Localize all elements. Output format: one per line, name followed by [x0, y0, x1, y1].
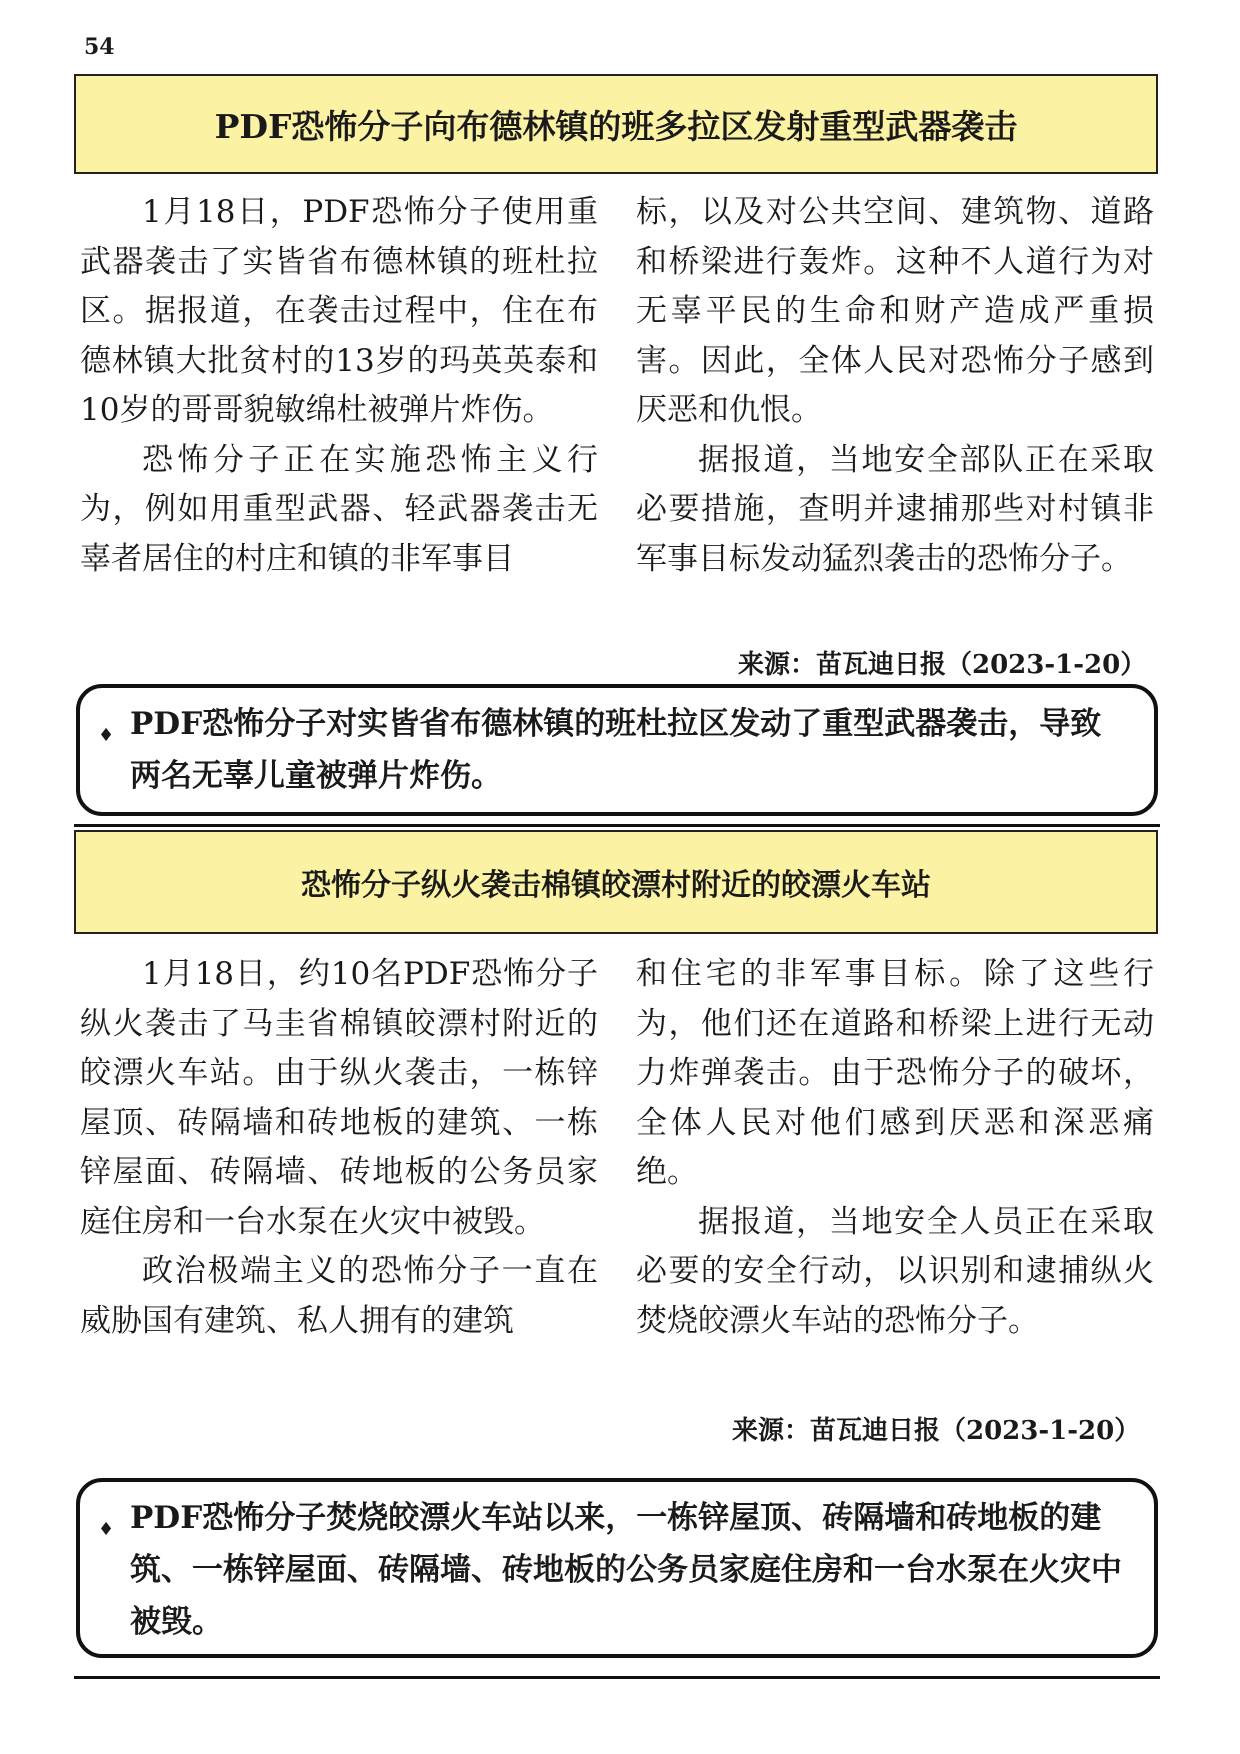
article-1-left-column	[80, 188, 598, 584]
article-2-source: 来源：苗瓦迪日报（2023-1-20）	[732, 1416, 1141, 1446]
page-number: 54	[84, 34, 115, 60]
article-2-paragraph-2-cont: 和住宅的非军事目标。除了这些行为，他们还在道路和桥梁上进行无动力炸弹袭击。由于恐怖分子的破坏，全体人民对他们感到厌恶和深恶痛绝。	[636, 956, 1154, 1190]
article-2-right-column	[636, 950, 1154, 1346]
article-1-paragraph-2: 恐怖分子正在实施恐怖主义行为，例如用重型武器、轻武器袭击无辜者居住的村庄和镇的非军事目	[80, 441, 598, 577]
divider-line	[74, 824, 1160, 827]
article-2-paragraph-3: 据报道，当地安全人员正在采取必要的安全行动，以识别和逮捕纵火焚烧皎漂火车站的恐怖分子。	[636, 1203, 1154, 1339]
article-1-summary-box	[76, 684, 1158, 816]
bullet-icon: ♦	[98, 725, 115, 746]
article-1-paragraph-2-cont: 标，以及对公共空间、建筑物、道路和桥梁进行轰炸。这种不人道行为对无辜平民的生命和财产造成严重损害。因此，全体人民对恐怖分子感到厌恶和仇恨。	[636, 194, 1154, 428]
article-2-title: 恐怖分子纵火袭击棉镇皎漂村附近的皎漂火车站	[74, 830, 1158, 934]
article-2-paragraph-1: 1月18日，约10名PDF恐怖分子纵火袭击了马圭省棉镇皎漂村附近的皎漂火车站。由于纵火袭击，一栋锌屋顶、砖隔墙和砖地板的建筑、一栋锌屋面、砖隔墙、砖地板的公务员家庭住房和一台水泵在火灾中被毁。	[80, 956, 598, 1240]
article-1-summary-text: PDF恐怖分子对实皆省布德林镇的班杜拉区发动了重型武器袭击，导致两名无辜儿童被弹片炸伤。	[130, 706, 1102, 794]
bottom-rule	[74, 1676, 1160, 1679]
article-1-right-column	[636, 188, 1154, 584]
article-1-title: PDF恐怖分子向布德林镇的班多拉区发射重型武器袭击	[74, 74, 1158, 174]
article-2-left-column	[80, 950, 598, 1346]
article-2-paragraph-2: 政治极端主义的恐怖分子一直在威胁国有建筑、私人拥有的建筑	[80, 1253, 598, 1339]
bullet-icon: ♦	[98, 1519, 115, 1540]
article-2-summary-text: PDF恐怖分子焚烧皎漂火车站以来，一栋锌屋顶、砖隔墙和砖地板的建筑、一栋锌屋面、砖隔墙、砖地板的公务员家庭住房和一台水泵在火灾中被毁。	[130, 1500, 1122, 1640]
article-1-paragraph-3: 据报道，当地安全部队正在采取必要措施，查明并逮捕那些对村镇非军事目标发动猛烈袭击的恐怖分子。	[636, 441, 1154, 577]
article-2-summary-box	[76, 1478, 1158, 1658]
article-1-paragraph-1: 1月18日，PDF恐怖分子使用重武器袭击了实皆省布德林镇的班杜拉区。据报道，在袭击过程中，住在布德林镇大批贫村的13岁的玛英英泰和10岁的哥哥貌敏绵杜被弹片炸伤。	[80, 194, 598, 428]
article-1-source: 来源：苗瓦迪日报（2023-1-20）	[738, 650, 1147, 680]
